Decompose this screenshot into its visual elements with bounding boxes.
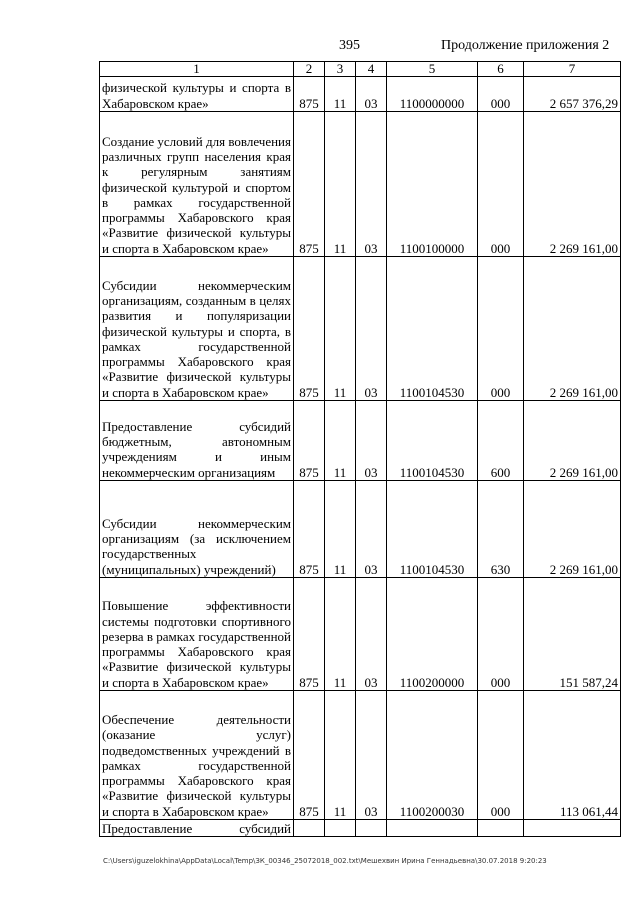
row-description: Предоставление субсидий <box>100 820 294 837</box>
column-header: 3 <box>325 62 356 77</box>
vedomstvo-code: 875 <box>294 691 325 820</box>
row-description: Создание условий для вовлечения различных групп населения края к регулярным занятиям физической культурой и спортом в рамках государственной программы Хабаровского края «Развитие физической культуры и спорта в Хабаровском крае» <box>100 112 294 257</box>
podrazdel-code: 03 <box>356 691 387 820</box>
vedomstvo-code <box>294 820 325 837</box>
amount: 2 269 161,00 <box>524 401 621 481</box>
vedomstvo-code: 875 <box>294 401 325 481</box>
amount <box>524 820 621 837</box>
target-code: 1100100000 <box>387 112 478 257</box>
target-code: 1100104530 <box>387 401 478 481</box>
column-header: 5 <box>387 62 478 77</box>
vedomstvo-code: 875 <box>294 257 325 401</box>
row-description: Предоставление субсидий бюджетным, автономным учреждениям и иным некоммерческим организациям <box>100 401 294 481</box>
expense-type-code: 000 <box>478 112 524 257</box>
expense-type-code: 000 <box>478 77 524 112</box>
podrazdel-code: 03 <box>356 77 387 112</box>
razdel-code: 11 <box>325 481 356 578</box>
podrazdel-code: 03 <box>356 401 387 481</box>
expense-type-code: 600 <box>478 401 524 481</box>
row-description: Обеспечение деятельности (оказание услуг) подведомственных учреждений в рамках государственной программы Хабаровского края «Развитие физической культуры и спорта в Хабаровском крае» <box>100 691 294 820</box>
razdel-code: 11 <box>325 257 356 401</box>
podrazdel-code <box>356 820 387 837</box>
budget-table <box>99 61 621 837</box>
row-description: Субсидии некоммерческим организациям (за исключением государственных (муниципальных) учреждений) <box>100 481 294 578</box>
podrazdel-code: 03 <box>356 112 387 257</box>
razdel-code <box>325 820 356 837</box>
file-path-footer: C:\Users\iguzelokhina\AppData\Local\Temp\ЗК_00346_25072018_002.txt\Мешехвин Ирина Геннадьевна\30.07.2018 9:20:23 <box>103 857 547 865</box>
target-code <box>387 820 478 837</box>
amount: 2 269 161,00 <box>524 112 621 257</box>
column-header: 6 <box>478 62 524 77</box>
expense-type-code <box>478 820 524 837</box>
amount: 2 269 161,00 <box>524 481 621 578</box>
table-row <box>100 77 621 112</box>
table-row <box>100 401 621 481</box>
target-code: 1100104530 <box>387 257 478 401</box>
column-header: 1 <box>100 62 294 77</box>
razdel-code: 11 <box>325 578 356 691</box>
razdel-code: 11 <box>325 401 356 481</box>
target-code: 1100200030 <box>387 691 478 820</box>
vedomstvo-code: 875 <box>294 578 325 691</box>
continuation-label: Продолжение приложения 2 <box>441 38 610 53</box>
podrazdel-code: 03 <box>356 257 387 401</box>
target-code: 1100000000 <box>387 77 478 112</box>
table-row <box>100 578 621 691</box>
column-header: 2 <box>294 62 325 77</box>
table-row <box>100 691 621 820</box>
page-number: 395 <box>339 38 360 53</box>
target-code: 1100104530 <box>387 481 478 578</box>
table-row <box>100 820 621 837</box>
amount: 113 061,44 <box>524 691 621 820</box>
expense-type-code: 630 <box>478 481 524 578</box>
row-description: Субсидии некоммерческим организациям, созданным в целях развития и популяризации физической культуры и спорта, в рамках государственной программы Хабаровского края «Развитие физической культуры и спорта в Хабаровском крае» <box>100 257 294 401</box>
target-code: 1100200000 <box>387 578 478 691</box>
podrazdel-code: 03 <box>356 578 387 691</box>
column-header: 7 <box>524 62 621 77</box>
vedomstvo-code: 875 <box>294 481 325 578</box>
table-row <box>100 481 621 578</box>
razdel-code: 11 <box>325 77 356 112</box>
table-row <box>100 257 621 401</box>
razdel-code: 11 <box>325 691 356 820</box>
amount: 151 587,24 <box>524 578 621 691</box>
row-description: Повышение эффективности системы подготовки спортивного резерва в рамках государственной программы Хабаровского края «Развитие физической культуры и спорта в Хабаровском крае» <box>100 578 294 691</box>
podrazdel-code: 03 <box>356 481 387 578</box>
expense-type-code: 000 <box>478 257 524 401</box>
vedomstvo-code: 875 <box>294 77 325 112</box>
amount: 2 269 161,00 <box>524 257 621 401</box>
table-header-row <box>100 62 621 77</box>
expense-type-code: 000 <box>478 578 524 691</box>
table-row <box>100 112 621 257</box>
amount: 2 657 376,29 <box>524 77 621 112</box>
razdel-code: 11 <box>325 112 356 257</box>
vedomstvo-code: 875 <box>294 112 325 257</box>
row-description: физической культуры и спорта в Хабаровском крае» <box>100 77 294 112</box>
column-header: 4 <box>356 62 387 77</box>
expense-type-code: 000 <box>478 691 524 820</box>
